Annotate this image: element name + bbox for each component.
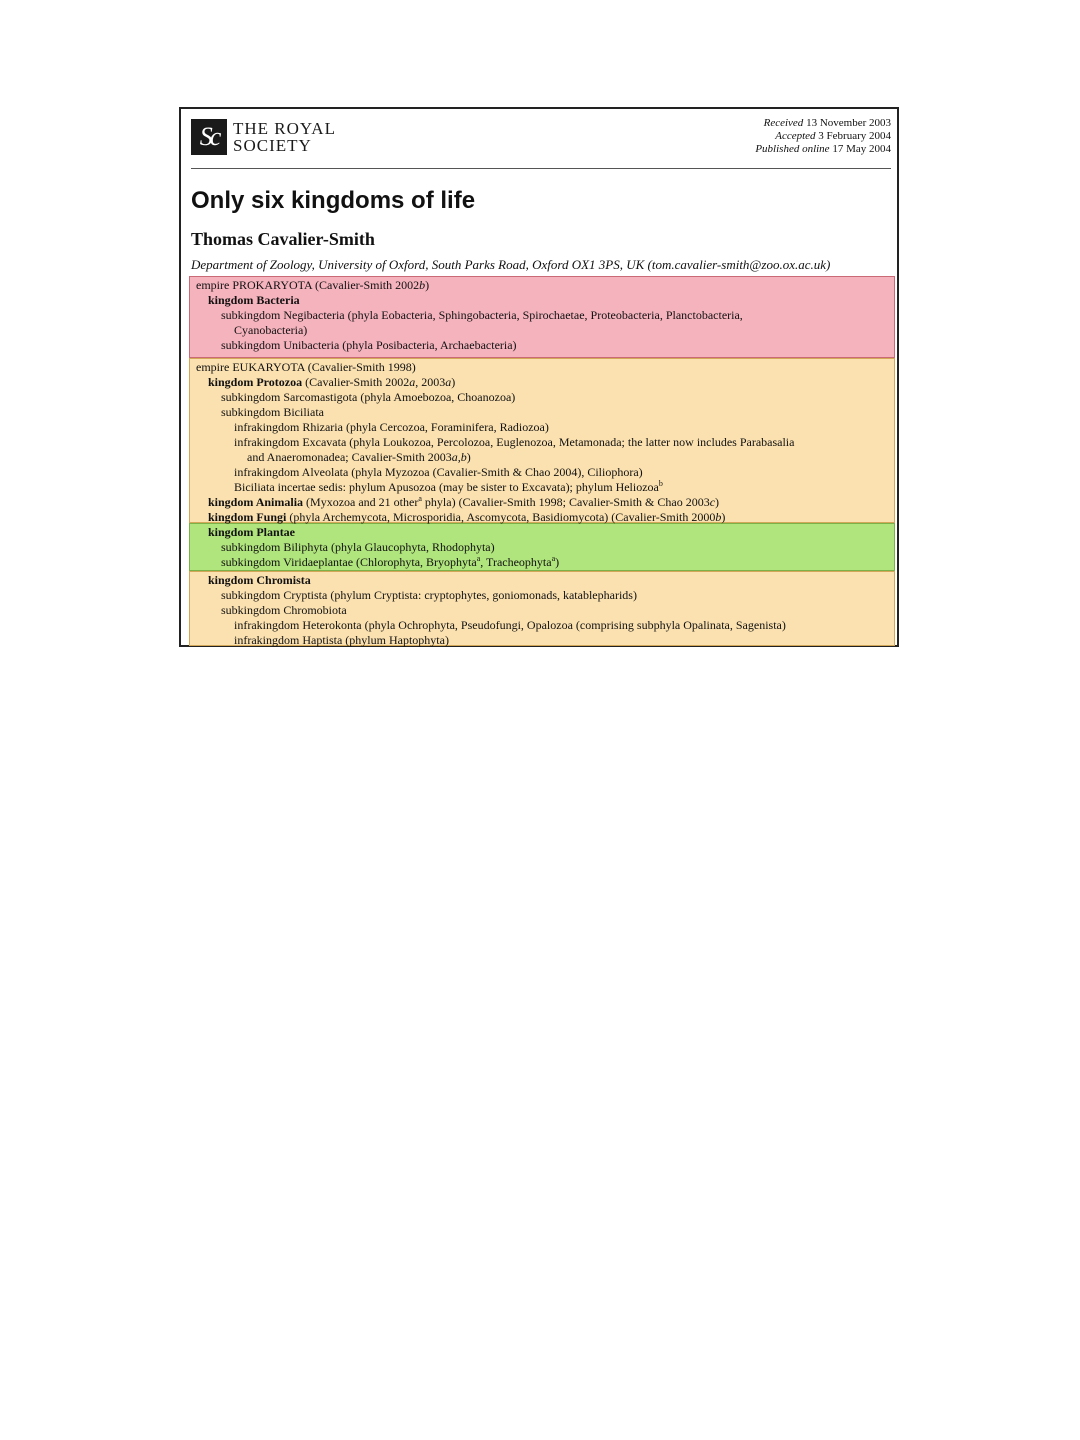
heterokonta-row: infrakingdom Heterokonta (phyla Ochrophyta, Pseudofungi, Opalozoa (comprising subphyla Opalinata, Sagenista) <box>234 618 786 632</box>
unibacteria-row: subkingdom Unibacteria (phyla Posibacteria, Archaebacteria) <box>221 338 517 352</box>
chromista-block <box>189 571 895 646</box>
haptista-row: infrakingdom Haptista (phylum Haptophyta) <box>234 633 449 647</box>
paper-title: Only six kingdoms of life <box>191 187 476 214</box>
kingdom-protozoa-row: kingdom Protozoa (Cavalier-Smith 2002a, 2003a) <box>208 375 456 389</box>
logo-line-2: SOCIETY <box>233 136 312 155</box>
excavata-row-cont: and Anaeromonadea; Cavalier-Smith 2003a,b) <box>247 450 471 464</box>
alveolata-row: infrakingdom Alveolata (phyla Myzozoa (Cavalier-Smith & Chao 2004), Ciliophora) <box>234 465 643 479</box>
published-date: 17 May 2004 <box>832 143 891 155</box>
logo-line-1: THE ROYAL <box>233 119 336 138</box>
biciliata-row: subkingdom Biciliata <box>221 405 324 419</box>
prokaryota-empire-row: empire PROKARYOTA (Cavalier-Smith 2002b) <box>196 278 430 292</box>
slide <box>179 107 899 647</box>
kingdom-chromista-row: kingdom Chromista <box>208 573 311 587</box>
biliphyta-row: subkingdom Biliphyta (phyla Glaucophyta, Rhodophyta) <box>221 540 495 554</box>
kingdom-plantae-row: kingdom Plantae <box>208 525 296 539</box>
royal-society-logo <box>191 119 336 155</box>
paper-author: Thomas Cavalier-Smith <box>191 229 375 249</box>
prokaryota-block <box>189 276 895 358</box>
chromobiota-row: subkingdom Chromobiota <box>221 603 347 617</box>
negibacteria-row-cont: Cyanobacteria) <box>234 323 308 337</box>
kingdom-bacteria-row: kingdom Bacteria <box>208 293 300 307</box>
plantae-block <box>189 523 895 571</box>
journal-header <box>191 117 891 167</box>
incertae-sedis-row: Biciliata incertae sedis: phylum Apusozoa (may be sister to Excavata); phylum Heliozoa$^b$ <box>234 479 663 494</box>
received-date: 13 November 2003 <box>806 117 891 129</box>
header-divider <box>191 168 891 169</box>
negibacteria-row: subkingdom Negibacteria (phyla Eobacteria, Sphingobacteria, Spirochaetae, Proteobacteria, Planctobacteria, <box>221 308 743 322</box>
accepted-date: 3 February 2004 <box>818 130 891 142</box>
classification-table <box>189 276 895 646</box>
author-affiliation: Department of Zoology, University of Oxford, South Parks Road, Oxford OX1 3PS, UK (tom.cavalier-smith@zoo.ox.ac.uk) <box>191 257 831 272</box>
publication-dates <box>755 117 891 156</box>
cryptista-row: subkingdom Cryptista (phylum Cryptista: cryptophytes, goniomonads, katablepharids) <box>221 588 637 602</box>
received-label: Received <box>763 117 804 129</box>
rhizaria-row: infrakingdom Rhizaria (phyla Cercozoa, Foraminifera, Radiozoa) <box>234 420 549 434</box>
excavata-row: infrakingdom Excavata (phyla Loukozoa, Percolozoa, Euglenozoa, Metamonada; the latter now includes Parabasalia <box>234 435 795 449</box>
viridaeplantae-row: subkingdom Viridaeplantae (Chlorophyta, Bryophyta$^a$, Tracheophyta$^a$) <box>221 554 560 569</box>
eukaryota-empire-row: empire EUKARYOTA (Cavalier-Smith 1998) <box>196 360 416 374</box>
kingdom-fungi-row: kingdom Fungi (phyla Archemycota, Microsporidia, Ascomycota, Basidiomycota) (Cavalier-Smith 2000b) <box>208 510 726 524</box>
kingdom-animalia-row: kingdom Animalia (Myxozoa and 21 other$^a$ phyla) (Cavalier-Smith 1998; Cavalier-Smith & Chao 2003c) <box>208 494 720 509</box>
logo-text <box>233 120 336 154</box>
accepted-label: Accepted <box>775 130 816 142</box>
logo-mark-icon: Sc <box>191 119 227 155</box>
sarcomastigota-row: subkingdom Sarcomastigota (phyla Amoebozoa, Choanozoa) <box>221 390 516 404</box>
eukaryota-block <box>189 358 895 523</box>
published-label: Published online <box>755 143 830 155</box>
